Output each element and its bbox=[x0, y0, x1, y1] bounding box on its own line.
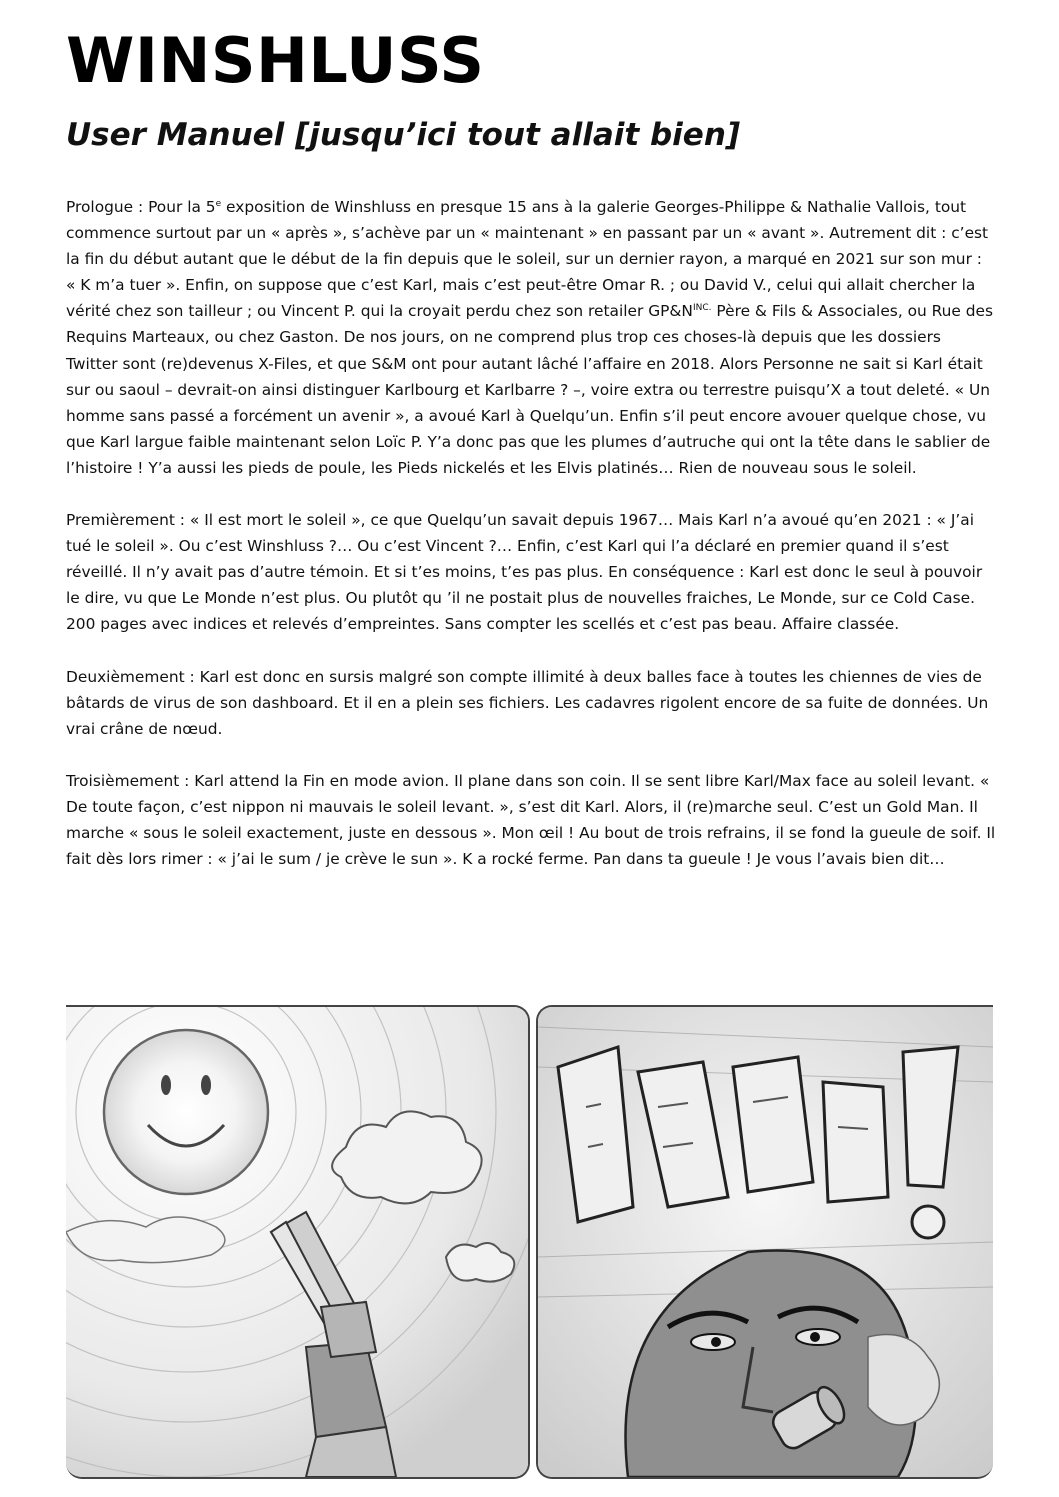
page-title: WINSHLUSS bbox=[66, 24, 485, 97]
illustration-panels bbox=[66, 1005, 993, 1475]
prologue-text-c: Père & Fils & Associales, ou Rue des Requins Marteaux, ou chez Gaston. De nos jours, on ne comprend plus trop ces choses-là depuis que les dossiers Twitter sont (re)devenus X-Files, et que S&M ont pour autant lâché l’affaire en 2018. Alors Personne ne sait si Karl était sur ou saoul – devrait-on ainsi distinguer Karlbourg et Karlbarre ? –, voire extra ou terrestre puisqu’X a tout deleté. « Un homme sans passé a forcément un avenir », a avoué Karl à Quelqu’un. Enfin s’il peut encore avouer quelque chose, vu que Karl largue faible maintenant selon Loïc P. Y’a donc pas que les plumes d’autruche qui ont la tête dans le sablier de l’histoire ! Y’a aussi les pieds de poule, les Pieds nickelés et les Elvis platinés… Rien de nouveau sous le soleil. bbox=[66, 302, 994, 477]
right-illustration-panel bbox=[536, 1005, 993, 1479]
inc-superscript: INC. bbox=[692, 303, 712, 314]
prologue-text-a: Prologue : Pour la 5 bbox=[66, 198, 216, 216]
third-paragraph: Troisièmement : Karl attend la Fin en mode avion. Il plane dans son coin. Il se sent libre Karl/Max face au soleil levant. « De toute façon, c’est nippon ni mauvais le soleil levant. », s’est dit Karl. Alors, il (re)marche seul. C’est un Gold Man. Il marche « sous le soleil exactement, juste en dessous ». Mon œil ! Au bout de trois refrains, il se fond la gueule de soif. Il fait dès lors rimer : « j’ai le sum / je crève le sun ». K a rocké ferme. Pan dans ta gueule ! Je vous l’avais bien dit… bbox=[66, 771, 996, 869]
first-paragraph: Premièrement : « Il est mort le soleil », ce que Quelqu’un savait depuis 1967… Mais Karl n’a avoué qu’en 2021 : « J’ai tué le soleil ». Ou c’est Winshluss ?… Ou c’est Vincent ?… Enfin, c’est Karl qui l’a déclaré en premier quand il s’est réveillé. Il n’y avait pas d’autre témoin. Et si t’es moins, t’es pas plus. En conséquence : Karl est donc le seul à pouvoir le dire, vu que Le Monde n’est plus. Ou plutôt qu ’il ne postait plus de nouvelles fraiches, Le Monde, sur ce Cold Case. 200 pages avec indices et relevés d’empreintes. Sans compter les scellés et c’est pas beau. Affaire classée. bbox=[66, 511, 983, 634]
ordinal-superscript: e bbox=[215, 198, 222, 209]
smiling-sun-pistol-sketch-icon bbox=[66, 1007, 528, 1477]
second-paragraph: Deuxièmement : Karl est donc en sursis malgré son compte illimité à deux balles face à toutes les chiennes de vies de bâtards de virus de son dashboard. Et il en a plein ses fichiers. Les cadavres rigolent encore de sa fuite de données. Un vrai crâne de nœud. bbox=[66, 667, 989, 738]
page-subtitle: User Manuel [jusqu’ici tout allait bien] bbox=[66, 117, 741, 153]
bang-face-sketch-icon bbox=[538, 1007, 993, 1477]
article-body bbox=[66, 194, 996, 898]
prologue-paragraph bbox=[66, 194, 996, 481]
left-illustration-panel bbox=[66, 1005, 530, 1479]
prologue-text-b: exposition de Winshluss en presque 15 ans à la galerie Georges-Philippe & Nathalie Vallois, tout commence surtout par un « après », s’achève par un « maintenant » en passant par un « avant ». Autrement dit : c’est la fin du début autant que le début de la fin depuis que le soleil, sur un dernier rayon, a marqué en 2021 sur son mur : « K m’a tuer ». Enfin, on suppose que c’est Karl, mais c’est peut-être Omar R. ; ou David V., celui qui allait chercher la vérité chez son tailleur ; ou Vincent P. qui la croyait perdu chez son retailer GP&N bbox=[66, 198, 989, 321]
